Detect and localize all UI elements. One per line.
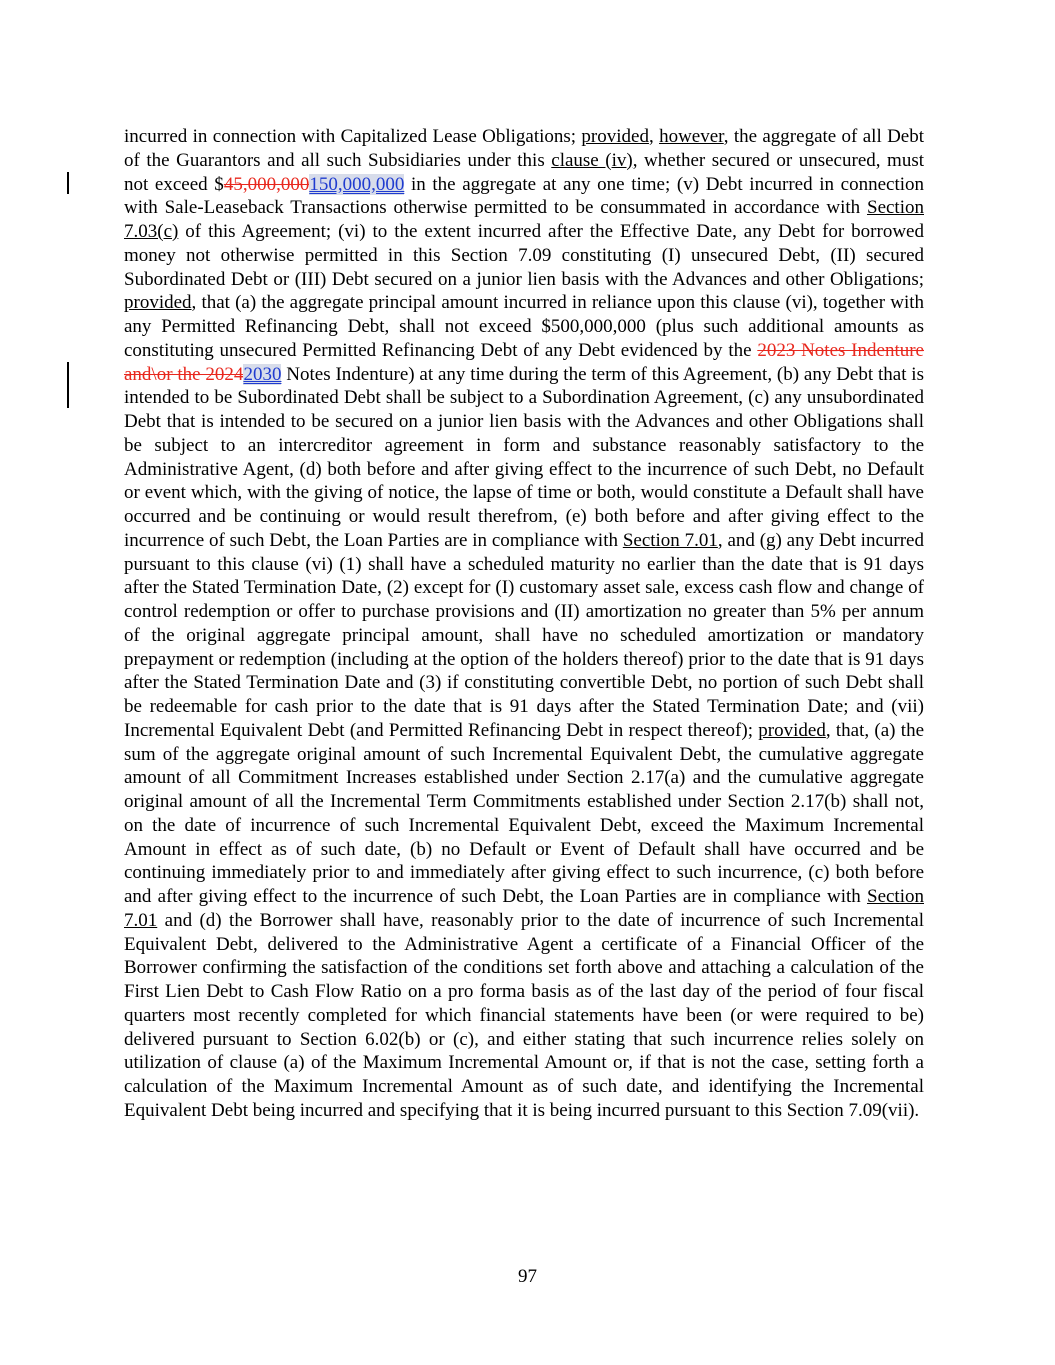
- text-run: , whether secured or unsecured, must not exceed $: [124, 149, 925, 195]
- clause-reference: clause (iv): [551, 149, 633, 171]
- defined-term-provided: provided: [124, 292, 192, 314]
- deleted-text: 2023 Notes Indenture and\or the 2024: [124, 339, 924, 385]
- text-run: Notes Indenture) at any time during the term of this Agreement, (b) any Debt that is intended to be Subordinated Debt shall be subject to a Subordination Agreement, (c) any unsubordinated Debt that is intended to be secured on a junior lien basis with the Advances and other Obligations shall be subject to an intercreditor agreement in form and substance reasonably satisfactory to the Administrative Agent, (d) both before and after giving effect to the incurrence of such Debt, no Default or event which, with the giving of notice, the lapse of time or both, would constitute a Default shall have occurred and be continuing or would result therefrom, (e) both before and after giving effect to the incurrence of such Debt, the Loan Parties are in compliance with: [124, 363, 924, 551]
- page-number: 97: [518, 1266, 537, 1287]
- text-run: in the aggregate at any one time; (v) Debt incurred in connection with Sale-Leaseback Transactions otherwise permitted to be consummated in accordance with: [124, 173, 925, 219]
- section-reference: Section 7.01: [622, 529, 718, 551]
- text-run: ,: [648, 126, 660, 147]
- defined-term-provided: provided: [581, 126, 649, 147]
- text-run: , that, (a) the sum of the aggregate original amount of such Incremental Equivalent Debt, the cumulative aggregate amount of all Commitment Increases established under Section 2.17(a) and the cumulative aggregate original amount of all the Incremental Term Commitments established under Section 2.17(b) shall not, on the date of incurrence of such Incremental Equivalent Debt, exceed the Maximum Incremental Amount in effect as of such date, (b) no Default or Event of Default shall have occurred and be continuing immediately prior to and immediately after giving effect to such incurrence, (c) both before and after giving effect to the incurrence of such Debt, the Loan Parties are in compliance with: [124, 719, 925, 907]
- defined-term-however: however: [659, 126, 724, 147]
- text-run: of this Agreement; (vi) to the extent incurred after the Effective Date, any Debt for borrowed money not otherwise permitted in this Section 7.09 constituting (I) unsecured Debt, (II) secured Subordinated Debt or (III) Debt secured on a junior lien basis with the Advances and other Obligations;: [124, 221, 924, 290]
- text-run: , that (a) the aggregate principal amount incurred in reliance upon this clause (vi), together with any Permitted Refinancing Debt, shall not exceed $500,000,000 (plus such additional amounts as constituting unsecured Permitted Refinancing Debt of any Debt evidenced by the: [124, 292, 924, 361]
- revision-change-bar: [67, 362, 69, 408]
- text-run: , the aggregate of all Debt of the Guarantors and all such Subsidiaries under this: [124, 126, 925, 171]
- inserted-text: 150,000,000: [309, 173, 405, 195]
- revision-change-bar: [67, 172, 69, 194]
- section-reference: Section 7.01: [124, 886, 924, 931]
- defined-term-provided: provided: [758, 719, 826, 741]
- inserted-text: 2030: [243, 363, 282, 385]
- text-run: and (d) the Borrower shall have, reasonably prior to the date of incurrence of such Incremental Equivalent Debt, delivered to the Administrative Agent a certificate of a Financial Officer of the Borrower confirming the satisfaction of the conditions set forth above and attaching a calculation of the First Lien Debt to Cash Flow Ratio on a pro forma basis as of the last day of the period of four fiscal quarters most recently completed for which financial statements have been (or were required to be) delivered pursuant to Section 6.02(b) or (c), and either stating that such incurrence relies solely on utilization of clause (a) of the Maximum Incremental Amount or, if that is not the case, setting forth a calculation of the Maximum Incremental Amount as of such date, and identifying the Incremental Equivalent Debt being incurred and specifying that it is being incurred pursuant to this Section 7.09(vii).: [124, 909, 924, 1121]
- text-run: , and (g) any Debt incurred pursuant to this clause (vi) (1) shall have a scheduled maturity no earlier than the date that is 91 days after the Stated Termination Date, (2) except for (I) customary asset sale, excess cash flow and change of control redemption or offer to purchase provisions and (II) amortization no greater than 5% per annum of the original aggregate principal amount, shall have no scheduled amortization or mandatory prepayment or redemption (including at the option of the holders thereof) prior to the date that is 91 days after the Stated Termination Date and (3) if constituting convertible Debt, no portion of such Debt shall be redeemable for cash prior to the date that is 91 days after the Stated Termination Date; and (vii) Incremental Equivalent Debt (and Permitted Refinancing Debt in respect thereof);: [124, 529, 924, 741]
- text-run: incurred in connection with Capitalized Lease Obligations;: [124, 126, 582, 147]
- deleted-text: 45,000,000: [223, 173, 310, 195]
- section-reference: Section 7.03(c): [124, 197, 924, 242]
- body-paragraph: [124, 125, 924, 1123]
